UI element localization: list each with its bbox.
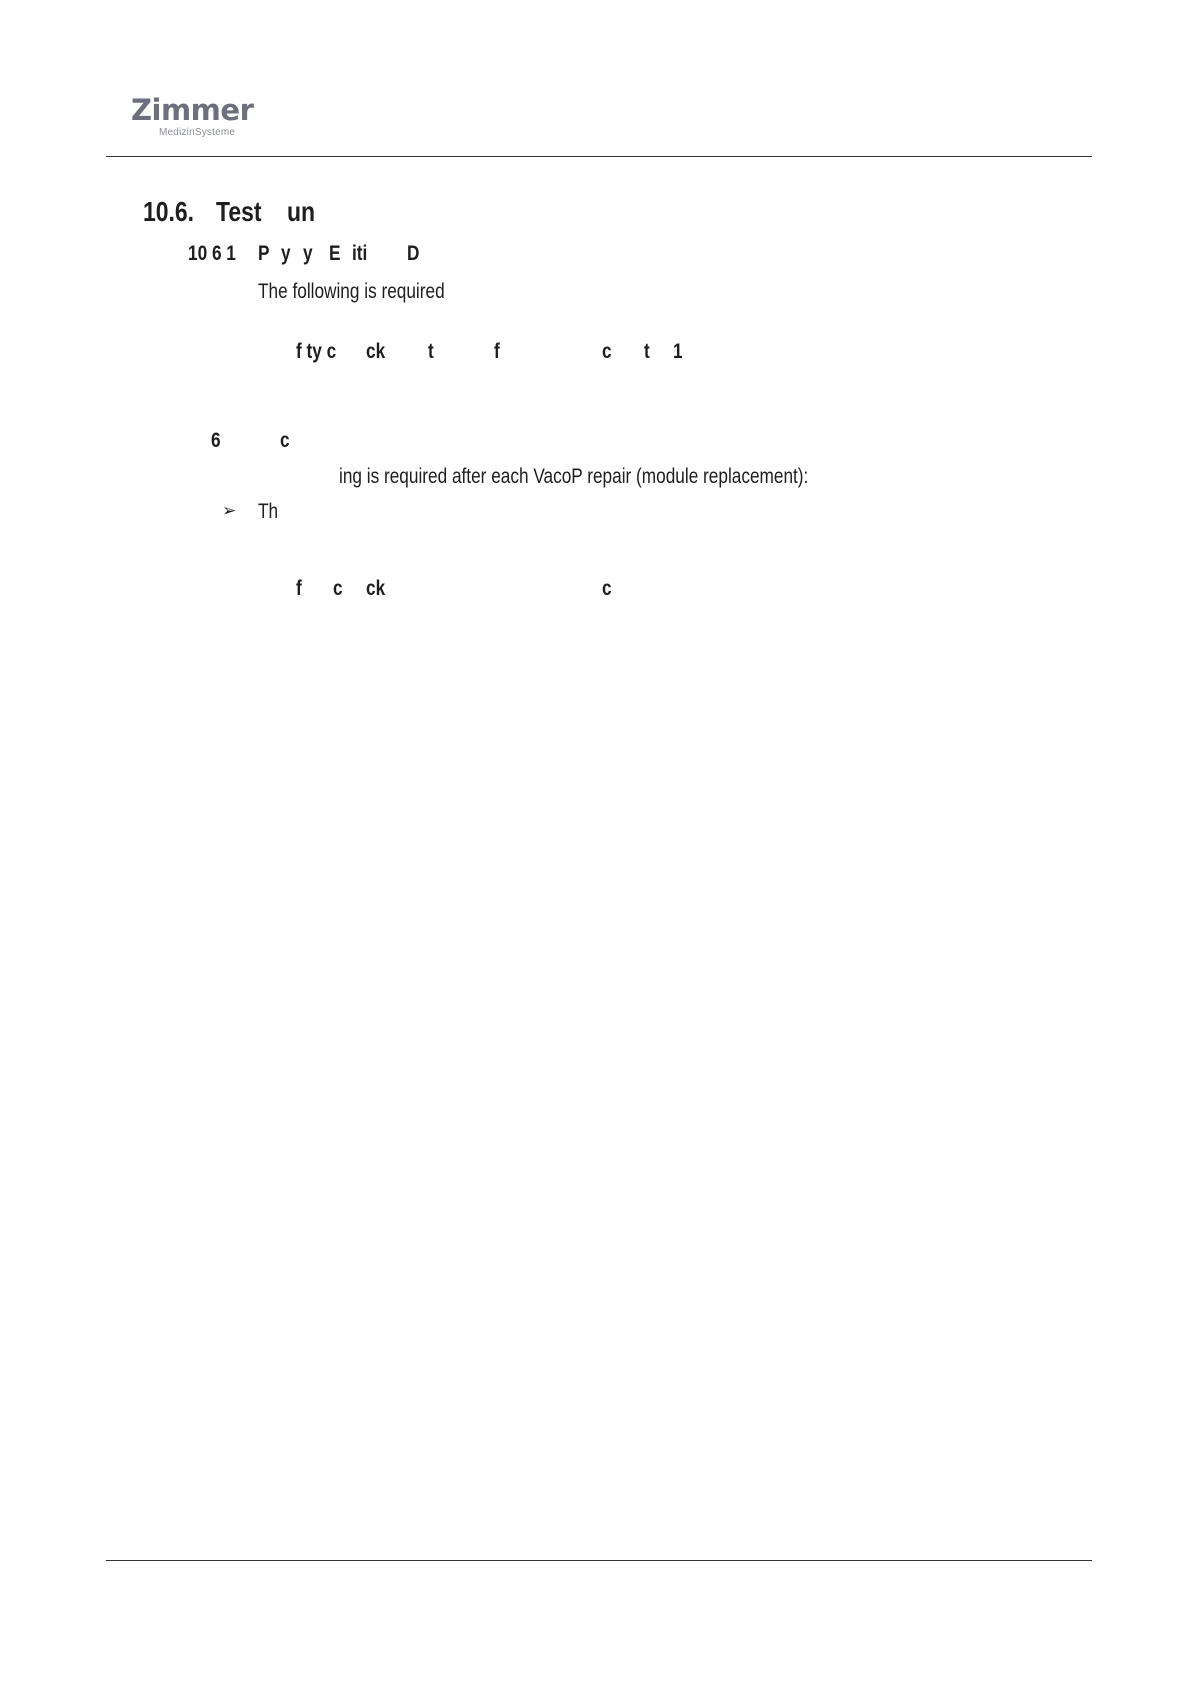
subsection-2-line-frag-3: ck	[366, 577, 386, 600]
subsection-2-title-frag: c	[280, 429, 290, 452]
zimmer-logo	[131, 93, 261, 146]
section-title-part1: Test	[216, 196, 262, 227]
subsection-1-title-frag-6: D	[407, 242, 420, 265]
subsection-2-line-frag-2: c	[333, 577, 343, 600]
section-title-part2: un	[287, 196, 316, 227]
subsection-2-line-frag-4: c	[602, 577, 612, 600]
logo-wordmark: Zimmer	[131, 93, 254, 127]
subsection-2-intro: ing is required after each VacoP repair (module replacement):	[339, 465, 809, 488]
subsection-1-line-frag-1: f ty c	[296, 340, 337, 363]
subsection-1-intro: The following is required	[258, 280, 445, 303]
subsection-2-number: 6	[211, 429, 221, 452]
subsection-2-line-frag-1: f	[296, 577, 302, 600]
subsection-2-bullet-text: Th	[258, 500, 279, 523]
subsection-1-number: 10 6 1	[188, 242, 236, 265]
header-divider	[106, 156, 1092, 157]
subsection-1-line-frag-6: t	[644, 340, 650, 363]
subsection-1-title-frag-2: y	[281, 242, 291, 265]
subsection-1-title-frag-1: P	[258, 242, 270, 265]
subsection-1-line-frag-7: 1	[673, 340, 683, 363]
bullet-arrow-icon: ➢	[222, 501, 237, 521]
subsection-1-title-frag-4: E	[329, 242, 341, 265]
subsection-1-line-frag-2: ck	[366, 340, 386, 363]
subsection-1-title-frag-5: iti	[352, 242, 368, 265]
subsection-1-title-frag-3: y	[303, 242, 313, 265]
subsection-1-line-frag-3: t	[428, 340, 434, 363]
footer-divider	[106, 1560, 1092, 1561]
subsection-1-line-frag-4: f	[494, 340, 500, 363]
subsection-1-line-frag-5: c	[602, 340, 612, 363]
logo-subtitle: MedizinSysteme	[159, 127, 236, 138]
section-number: 10.6.	[143, 196, 195, 227]
